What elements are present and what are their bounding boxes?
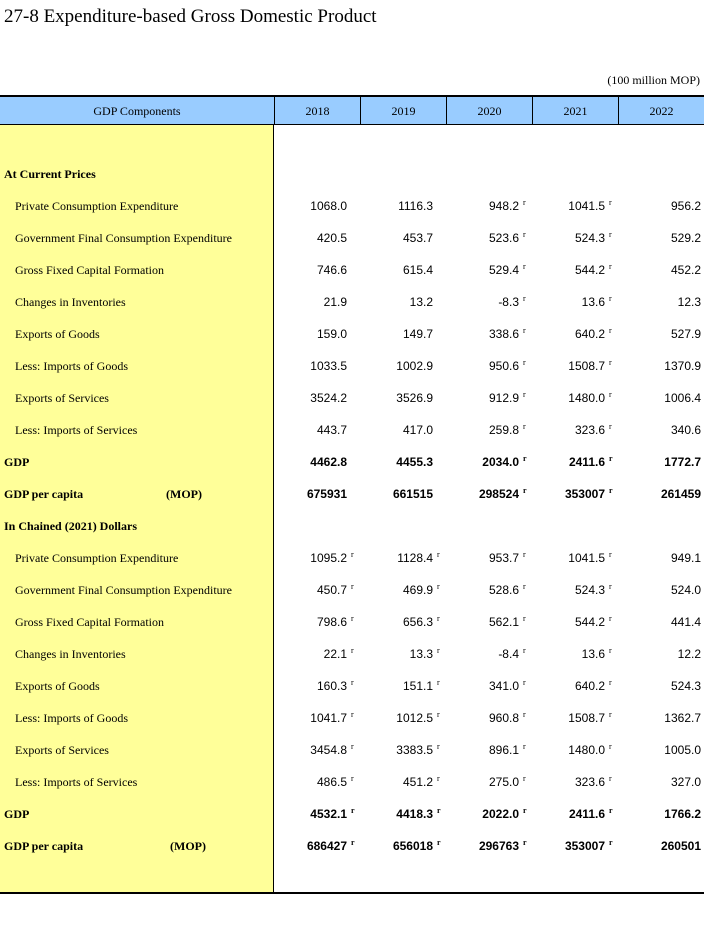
table-cell: 544.2: [574, 263, 605, 277]
revised-mark: r: [523, 710, 526, 719]
revised-mark: r: [523, 646, 526, 655]
table-cell: 640.2: [574, 679, 605, 693]
table-cell: 13.6: [581, 295, 605, 309]
revised-mark: r: [609, 198, 612, 207]
revised-mark: r: [523, 262, 526, 271]
section-header-row: [0, 158, 704, 190]
table-cell: 1041.7: [310, 711, 347, 725]
row-label: Less: Imports of Goods: [15, 711, 128, 725]
revised-mark: r: [437, 710, 440, 719]
revised-mark: r: [523, 358, 526, 367]
revised-mark: r: [609, 230, 612, 239]
table-cell: 661515: [392, 487, 433, 501]
table-row: [0, 414, 704, 446]
section-header-row: [0, 510, 704, 542]
revised-mark: r: [609, 614, 612, 623]
table-cell: 4418.3: [396, 807, 433, 821]
table-cell: 948.2: [488, 199, 519, 213]
row-label: Less: Imports of Goods: [15, 359, 128, 373]
table-cell: 1012.5: [396, 711, 433, 725]
revised-mark: r: [523, 806, 527, 815]
table-cell: 2034.0: [482, 455, 519, 469]
table-cell: 524.0: [670, 583, 701, 597]
header-year: 2019: [360, 97, 446, 125]
table-cell: 323.6: [574, 423, 605, 437]
table-cell: 3454.8: [310, 743, 347, 757]
table-cell: 949.1: [670, 551, 701, 565]
table-row: [0, 574, 704, 606]
revised-mark: r: [437, 678, 440, 687]
row-label: Government Final Consumption Expenditure: [15, 231, 232, 245]
revised-mark: r: [609, 582, 612, 591]
table-cell: 528.6: [488, 583, 519, 597]
table-cell: 3383.5: [396, 743, 433, 757]
revised-mark: r: [523, 774, 526, 783]
table-cell: 160.3: [316, 679, 347, 693]
table-cell: 21.9: [323, 295, 347, 309]
row-label: Gross Fixed Capital Formation: [15, 263, 164, 277]
revised-mark: r: [523, 838, 527, 847]
table-cell: 1480.0: [568, 743, 605, 757]
table-cell: 1772.7: [664, 455, 701, 469]
table-cell: 451.2: [402, 775, 433, 789]
row-label: GDP per capita: [4, 487, 84, 501]
table-row: [0, 190, 704, 222]
table-cell: 1362.7: [664, 711, 701, 725]
unit-mop-label: (MOP): [170, 839, 206, 853]
revised-mark: r: [523, 486, 527, 495]
revised-mark: r: [609, 646, 612, 655]
table-cell: 960.8: [488, 711, 519, 725]
table-row: [0, 254, 704, 286]
revised-mark: r: [437, 582, 440, 591]
revised-mark: r: [609, 454, 613, 463]
table-cell: 151.1: [402, 679, 433, 693]
table-cell: 450.7: [316, 583, 347, 597]
revised-mark: r: [351, 678, 354, 687]
revised-mark: r: [437, 550, 440, 559]
row-label: Exports of Services: [15, 391, 109, 405]
revised-mark: r: [609, 326, 612, 335]
table-cell: 798.6: [316, 615, 347, 629]
table-cell: 353007: [564, 839, 605, 853]
section-label: At Current Prices: [4, 167, 96, 181]
header-year: 2021: [532, 97, 618, 125]
revised-mark: r: [609, 710, 612, 719]
table-cell: 469.9: [402, 583, 433, 597]
header-year: 2020: [446, 97, 532, 125]
revised-mark: r: [523, 294, 526, 303]
revised-mark: r: [523, 678, 526, 687]
table-cell: 275.0: [488, 775, 519, 789]
table-cell: -8.3: [498, 295, 519, 309]
table-row: [0, 606, 704, 638]
revised-mark: r: [609, 550, 612, 559]
table-row: [0, 766, 704, 798]
revised-mark: r: [437, 646, 440, 655]
table-row: [0, 222, 704, 254]
table-cell: 640.2: [574, 327, 605, 341]
table-cell: 12.3: [677, 295, 701, 309]
table-cell: 1766.2: [664, 807, 701, 821]
table-cell: 524.3: [670, 679, 701, 693]
table-cell: 1033.5: [310, 359, 347, 373]
revised-mark: r: [609, 294, 612, 303]
table-cell: 2411.6: [568, 455, 605, 469]
revised-mark: r: [523, 742, 526, 751]
revised-mark: r: [523, 550, 526, 559]
table-cell: 22.1: [323, 647, 347, 661]
header-components: GDP Components: [93, 104, 181, 118]
table-cell: 675931: [306, 487, 347, 501]
table-cell: 1128.4: [397, 551, 433, 565]
table-cell: 656018: [392, 839, 433, 853]
table-cell: 529.4: [488, 263, 519, 277]
revised-mark: r: [609, 806, 613, 815]
revised-mark: r: [351, 646, 354, 655]
row-label: Less: Imports of Services: [15, 423, 138, 437]
table-cell: 453.7: [402, 231, 433, 245]
table-cell: 524.3: [574, 231, 605, 245]
table-cell: 486.5: [316, 775, 347, 789]
table-cell: 341.0: [488, 679, 519, 693]
row-label: Private Consumption Expenditure: [15, 199, 179, 213]
table-cell: 296763: [478, 839, 519, 853]
table-cell: 896.1: [488, 743, 519, 757]
revised-mark: r: [351, 838, 355, 847]
revised-mark: r: [437, 742, 440, 751]
table-row: [0, 382, 704, 414]
table-cell: 1068.0: [310, 199, 347, 213]
row-label: Government Final Consumption Expenditure: [15, 583, 232, 597]
table-cell: 4455.3: [396, 455, 433, 469]
table-cell: 1508.7: [568, 359, 605, 373]
table-cell: 1041.5: [568, 199, 605, 213]
table-cell: -8.4: [498, 647, 519, 661]
table-header: [0, 95, 704, 125]
table-cell: 13.3: [409, 647, 433, 661]
table-cell: 615.4: [402, 263, 433, 277]
revised-mark: r: [609, 678, 612, 687]
revised-mark: r: [523, 422, 526, 431]
section-label: In Chained (2021) Dollars: [4, 519, 138, 533]
table-row: [0, 350, 704, 382]
table-cell: 327.0: [670, 775, 701, 789]
revised-mark: r: [523, 614, 526, 623]
table-cell: 417.0: [402, 423, 433, 437]
table-cell: 338.6: [488, 327, 519, 341]
table-cell: 1370.9: [664, 359, 701, 373]
table-cell: 1116.3: [398, 199, 433, 213]
table-cell: 656.3: [402, 615, 433, 629]
table-cell: 1041.5: [568, 551, 605, 565]
row-label: Less: Imports of Services: [15, 775, 138, 789]
table-cell: 527.9: [670, 327, 701, 341]
table-cell: 686427: [306, 839, 347, 853]
revised-mark: r: [609, 262, 612, 271]
table-cell: 523.6: [488, 231, 519, 245]
row-label: Private Consumption Expenditure: [15, 551, 179, 565]
revised-mark: r: [437, 838, 441, 847]
table-cell: 2022.0: [482, 807, 519, 821]
unit-mop-label: (MOP): [166, 487, 202, 501]
revised-mark: r: [351, 742, 354, 751]
table-cell: 1005.0: [664, 743, 701, 757]
table-cell: 950.6: [488, 359, 519, 373]
header-year: 2022: [618, 97, 704, 125]
row-label: GDP per capita: [4, 839, 84, 853]
revised-mark: r: [351, 582, 354, 591]
table-cell: 298524: [478, 487, 519, 501]
revised-mark: r: [437, 614, 440, 623]
total-row: [0, 478, 704, 510]
revised-mark: r: [351, 550, 354, 559]
table-cell: 353007: [564, 487, 605, 501]
revised-mark: r: [351, 774, 354, 783]
table-cell: 159.0: [316, 327, 347, 341]
table-bottom-rule: [0, 892, 704, 894]
table-cell: 529.2: [670, 231, 701, 245]
table-cell: 452.2: [670, 263, 701, 277]
table-cell: 443.7: [316, 423, 347, 437]
table-cell: 562.1: [488, 615, 519, 629]
row-label: GDP: [4, 807, 30, 821]
row-label: Exports of Goods: [15, 327, 100, 341]
table-cell: 1508.7: [568, 711, 605, 725]
revised-mark: r: [609, 358, 612, 367]
table-cell: 259.8: [488, 423, 519, 437]
revised-mark: r: [609, 486, 613, 495]
page-title: 27-8 Expenditure-based Gross Domestic Product: [4, 6, 377, 27]
row-label: Changes in Inventories: [15, 647, 126, 661]
table-row: [0, 734, 704, 766]
table-row: [0, 670, 704, 702]
table-cell: 4462.8: [310, 455, 347, 469]
table-row: [0, 318, 704, 350]
table-cell: 1002.9: [396, 359, 433, 373]
table-cell: 260501: [660, 839, 701, 853]
revised-mark: r: [437, 774, 440, 783]
total-row: [0, 830, 704, 862]
revised-mark: r: [351, 710, 354, 719]
table-cell: 1006.4: [664, 391, 701, 405]
table-cell: 420.5: [316, 231, 347, 245]
table-cell: 746.6: [316, 263, 347, 277]
unit-label: (100 million MOP): [607, 73, 700, 87]
table-cell: 340.6: [670, 423, 701, 437]
table-cell: 13.6: [581, 647, 605, 661]
table-cell: 1095.2: [310, 551, 347, 565]
table-cell: 912.9: [488, 391, 519, 405]
table-cell: 323.6: [574, 775, 605, 789]
table-cell: 4532.1: [310, 807, 347, 821]
table-cell: 544.2: [574, 615, 605, 629]
table-row: [0, 638, 704, 670]
row-label: GDP: [4, 455, 30, 469]
table-cell: 524.3: [574, 583, 605, 597]
table-cell: 149.7: [402, 327, 433, 341]
revised-mark: r: [609, 838, 613, 847]
revised-mark: r: [523, 582, 526, 591]
row-label: Exports of Services: [15, 743, 109, 757]
table-row: [0, 702, 704, 734]
table-cell: 12.2: [677, 647, 701, 661]
table-cell: 261459: [660, 487, 701, 501]
table-cell: 1480.0: [568, 391, 605, 405]
row-label: Changes in Inventories: [15, 295, 126, 309]
row-label: Gross Fixed Capital Formation: [15, 615, 164, 629]
revised-mark: r: [523, 390, 526, 399]
revised-mark: r: [437, 806, 441, 815]
table-cell: 3526.9: [396, 391, 433, 405]
revised-mark: r: [351, 614, 354, 623]
revised-mark: r: [523, 326, 526, 335]
table-cell: 13.2: [409, 295, 433, 309]
header-year: 2018: [274, 97, 360, 125]
table-cell: 2411.6: [568, 807, 605, 821]
table-cell: 956.2: [670, 199, 701, 213]
revised-mark: r: [609, 774, 612, 783]
total-row: [0, 446, 704, 478]
revised-mark: r: [523, 198, 526, 207]
table-cell: 3524.2: [310, 391, 347, 405]
revised-mark: r: [523, 454, 527, 463]
row-label: Exports of Goods: [15, 679, 100, 693]
total-row: [0, 798, 704, 830]
table-row: [0, 542, 704, 574]
revised-mark: r: [609, 422, 612, 431]
table-cell: 441.4: [670, 615, 701, 629]
revised-mark: r: [523, 230, 526, 239]
revised-mark: r: [351, 806, 355, 815]
revised-mark: r: [609, 390, 612, 399]
table-row: [0, 286, 704, 318]
table-cell: 953.7: [488, 551, 519, 565]
revised-mark: r: [609, 742, 612, 751]
